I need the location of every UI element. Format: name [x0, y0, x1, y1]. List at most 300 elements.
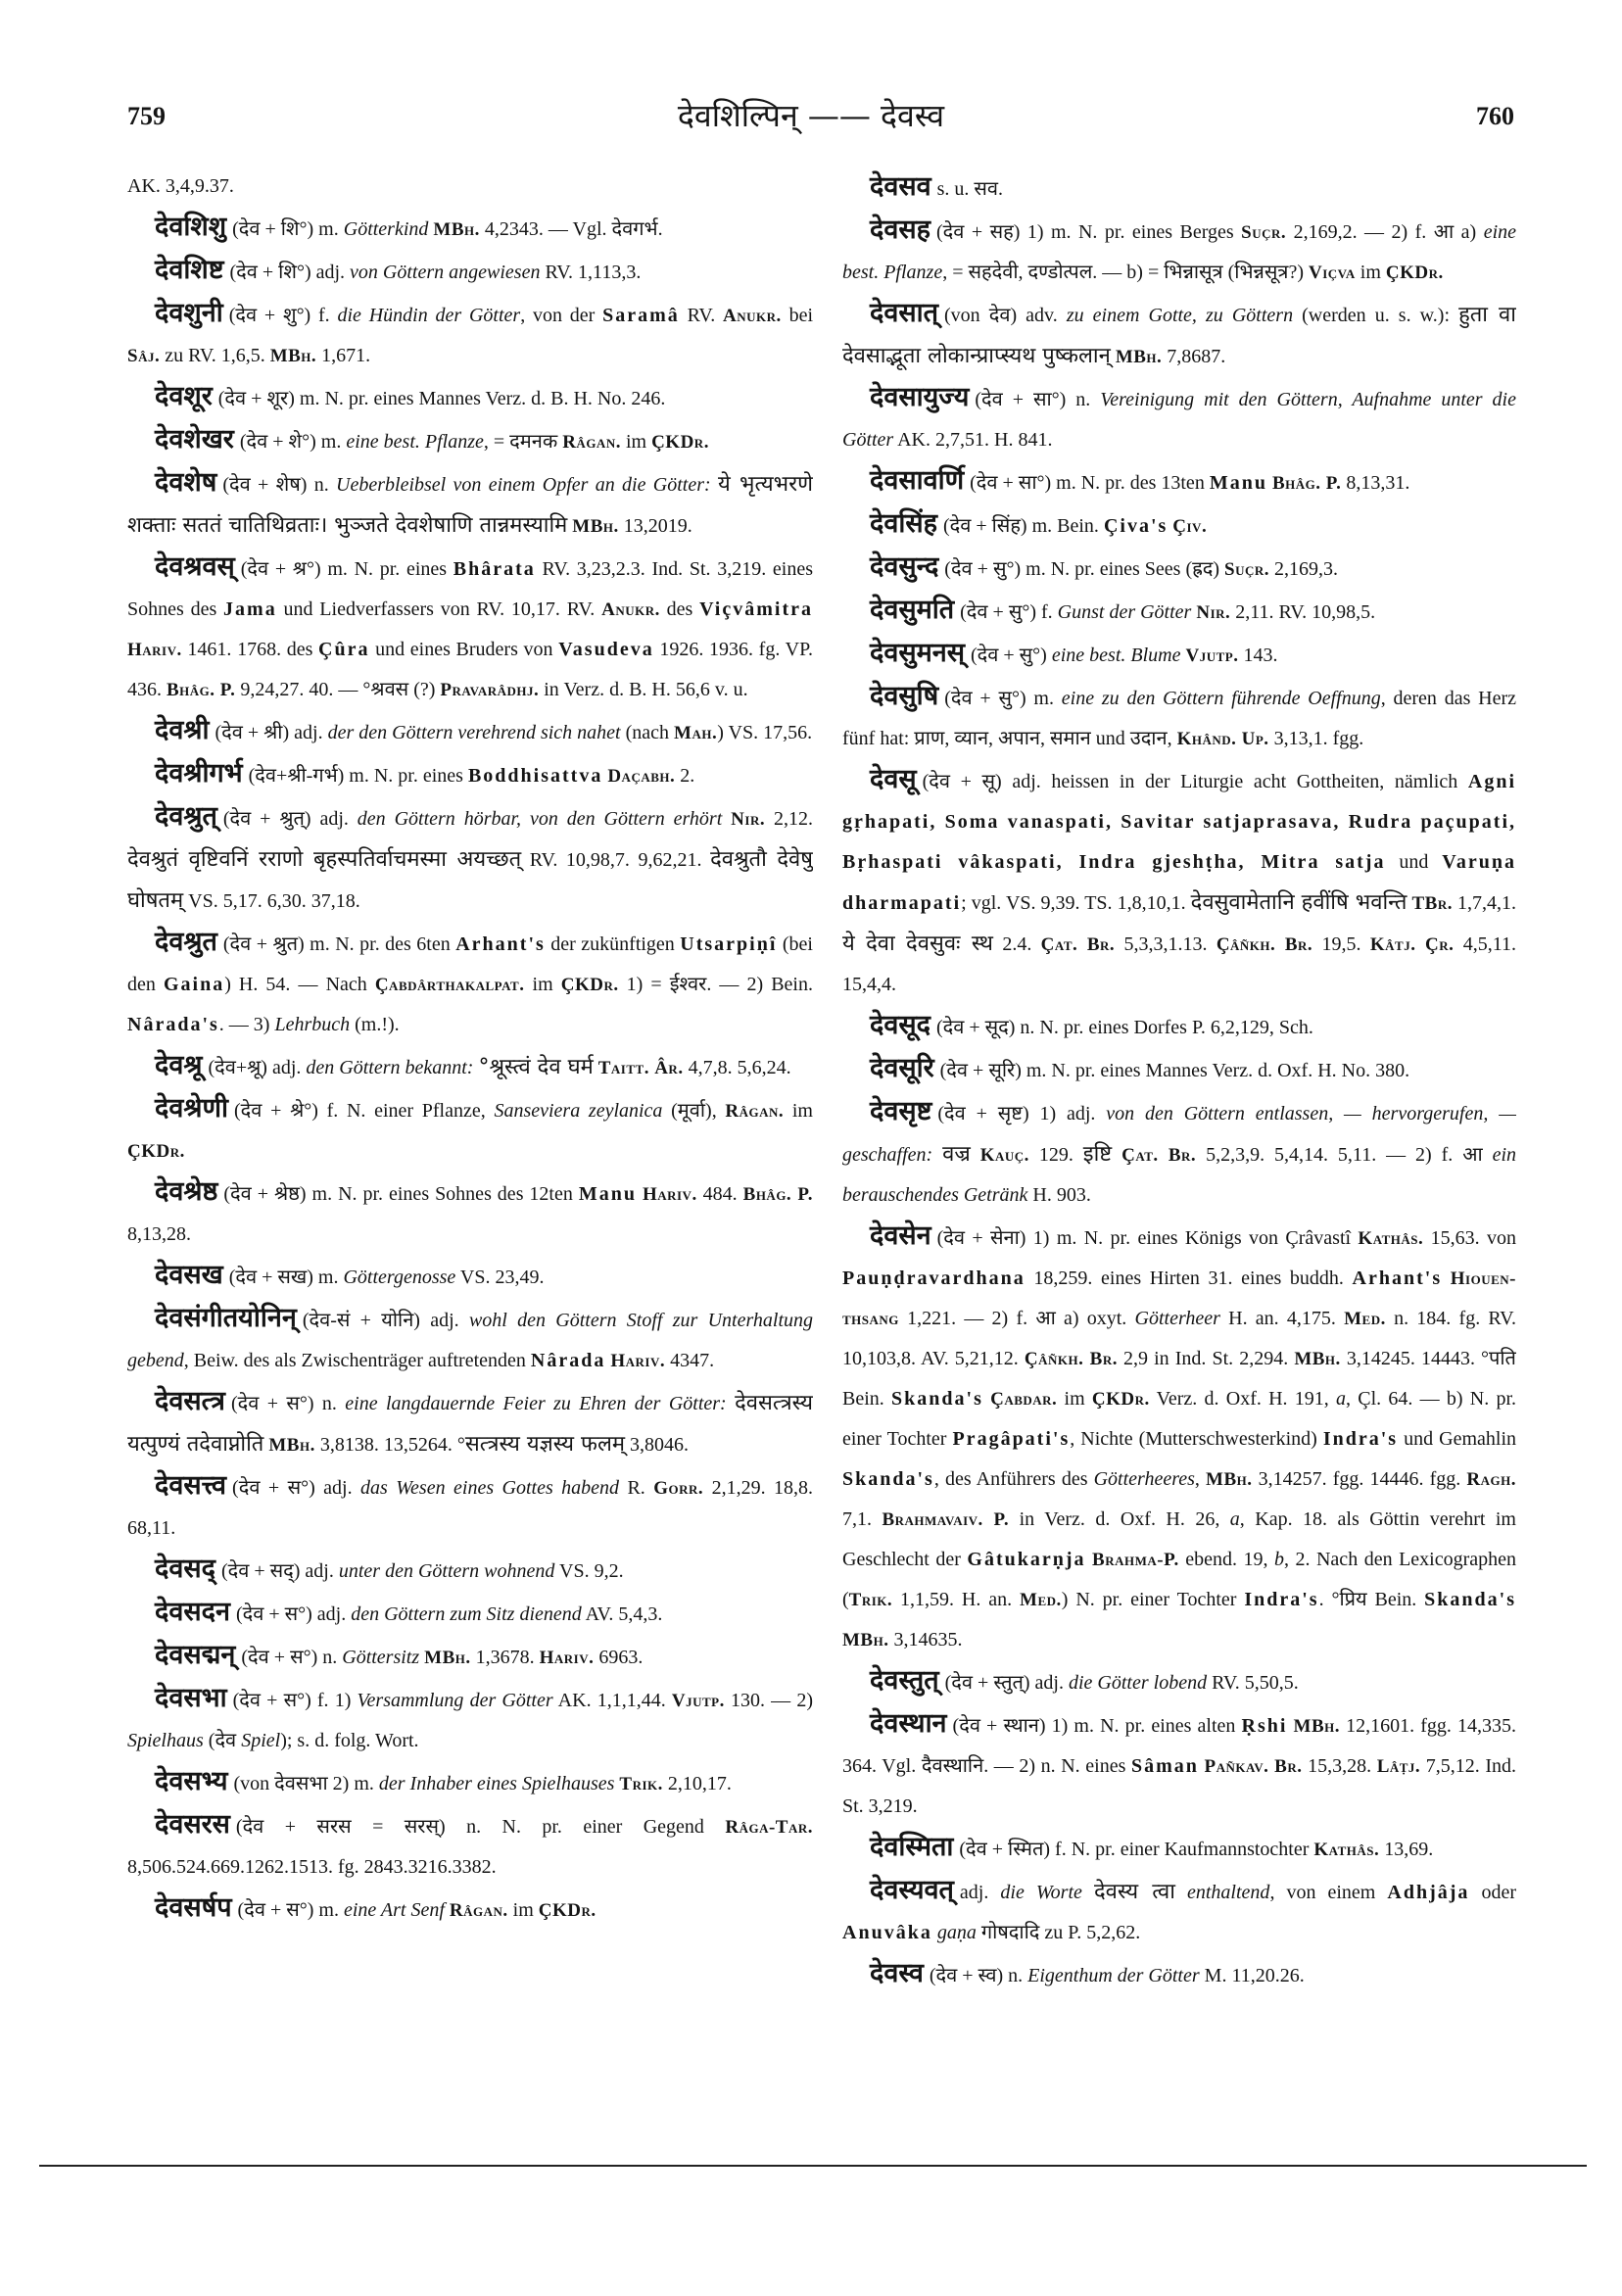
dictionary-entry [842, 167, 1516, 210]
gloss-italic: Gunst der Götter [1057, 601, 1192, 623]
text: , 2. Nach den Lexicographen ( [842, 1549, 1516, 1610]
reference-abbr: MBh. [1294, 1349, 1341, 1369]
dictionary-entry [842, 1703, 1516, 1827]
headword: देवसुमनस् [870, 638, 965, 668]
gloss-italic: von den Göttern entlassen, — hervorgerufen, — geschaffen: [842, 1103, 1516, 1166]
text: (देव + सृष्ट) 1) adj. [937, 1103, 1107, 1124]
text: . — 3) [218, 1014, 275, 1035]
dictionary-entry [127, 922, 813, 1045]
text: RV. 1,113,3. [545, 262, 642, 283]
gloss-italic: gaṇa [936, 1922, 977, 1943]
dictionary-entry [127, 1298, 813, 1381]
text: (देव + शूर) m. N. pr. eines Mannes Verz. d. B. H. No. 246. [217, 388, 666, 409]
text: und [1385, 851, 1443, 873]
devanagari-text: हुता वा देवसाद्भूता लोकान्प्राप्स्यथ पुष्कलान् [842, 303, 1516, 368]
text: 3,8046. [625, 1434, 690, 1456]
gloss-italic: Göttergenosse [343, 1267, 456, 1288]
dictionary-entry [127, 1804, 813, 1888]
text: oder [1469, 1882, 1516, 1903]
text: , Beiw. des als Zwischenträger auftretenden [183, 1350, 531, 1371]
text: 2,1,29. 18,8. 68,11. [127, 1477, 813, 1539]
headword: देवशुनी [155, 298, 223, 328]
headword: देवश्रुत् [155, 801, 217, 832]
text: 3,14635. [888, 1629, 963, 1650]
text: ) VS. 17,56. [717, 722, 813, 743]
reference-abbr: Med. [1020, 1590, 1062, 1610]
text: VS. 5,17. 6,30. 37,18. [183, 890, 360, 912]
dictionary-entry [127, 419, 813, 462]
column-left [127, 167, 813, 2157]
dictionary-entry [127, 167, 813, 207]
spaced-name: Skanda's [842, 1468, 934, 1490]
dictionary-entry [127, 1549, 813, 1592]
text: AK. 2,7,51. H. 841. [893, 429, 1053, 451]
gloss-italic: Lehrbuch [274, 1014, 351, 1035]
text: s. u. सव. [936, 178, 1004, 200]
text: 15,3,28. [1302, 1755, 1377, 1777]
text: 4,7,8. 5,6,24. [683, 1057, 791, 1078]
headword: देवस्व [870, 1958, 924, 1988]
dictionary-entry [127, 376, 813, 419]
dictionary-entry [127, 1635, 813, 1678]
text: ) H. 54. — Nach [224, 974, 375, 995]
headword: देवसायुज्य [870, 382, 970, 412]
reference-abbr: Kauç. [979, 1145, 1029, 1166]
dictionary-entry [127, 1465, 813, 1549]
devanagari-text: देवश्रुतं वृष्टिवनिं रराणो बृहस्पतिर्वाचमस्मा अयच्छत् [127, 847, 522, 872]
dictionary-entry [127, 1888, 813, 1931]
dictionary-entry [127, 1172, 813, 1255]
text: 1461. 1768. des [181, 639, 319, 660]
headword: देवसात् [870, 298, 938, 328]
reference-abbr: ÇKDr. [1385, 263, 1444, 283]
text: , = सहदेवी, दण्डोत्पल. — b) = भिन्नासूत्र (भिन्नसूत्र?) [942, 262, 1309, 283]
reference-abbr: Râgan. [725, 1101, 785, 1122]
gloss-italic: der Inhaber eines Spielhauses [378, 1773, 615, 1794]
text: , = दमनक [483, 431, 563, 453]
devanagari-text: देवसत्त्रस्य यत्पुण्यं तदेवाप्नोति [127, 1391, 813, 1457]
text: (देव + श्रुत) m. N. pr. des 6ten [222, 933, 456, 955]
gloss-italic: eine best. Pflanze [346, 431, 484, 453]
reference-abbr: Anukr. [601, 599, 660, 620]
text: . °प्रिय Bein. [1318, 1589, 1425, 1610]
gloss-italic: das Wesen eines Gottes habend [360, 1477, 620, 1499]
text: (देव+श्रू) adj. [208, 1057, 307, 1078]
gloss-italic: Spiel [241, 1730, 281, 1751]
text: VS. 9,2. [554, 1560, 624, 1582]
text: (देव [203, 1730, 242, 1751]
reference-abbr: TBr. [1411, 893, 1453, 914]
text: , Çl. 64. — b) N. pr. einer Tochter [842, 1388, 1516, 1450]
text [971, 1144, 980, 1166]
text: 13,2019. [618, 515, 692, 537]
headword: देवसावर्णि [870, 465, 965, 496]
gloss-italic: Vereinigung mit den Göttern, Aufnahme unter die Götter [842, 389, 1516, 451]
text: 3,8138. 13,5264. ° [314, 1434, 465, 1456]
text: (देव + स°) n. [230, 1393, 346, 1414]
text: (देव + स°) f. 1) [232, 1690, 358, 1711]
reference-abbr: Bhâg. P. [742, 1184, 813, 1205]
reference-abbr: Anukr. [723, 306, 782, 326]
dictionary-entry [842, 759, 1516, 1005]
text: (देव + सा°) m. N. pr. des 13ten [970, 472, 1210, 494]
headword: देवसद्मन् [155, 1640, 236, 1670]
dictionary-entry [127, 1045, 813, 1088]
text: VS. 23,49. [455, 1267, 545, 1288]
text: (von देवसभा 2) m. [233, 1773, 379, 1794]
text: (देव + श्रेष्ठ) m. N. pr. eines Sohnes des 12ten [223, 1183, 579, 1205]
spaced-name: Boddhisattva [467, 765, 603, 787]
spaced-name: Nârada's [127, 1014, 219, 1035]
text: 2,9 in Ind. St. 2,294. [1117, 1348, 1295, 1369]
text: n. 184. fg. RV. 10,103,8. AV. 5,21,12. [842, 1308, 1516, 1369]
spaced-name: Adhjâja [1387, 1882, 1470, 1903]
text: (देव + सू) adj. heissen in der Liturgie acht Gottheiten, nämlich [922, 771, 1468, 792]
text: (देव+श्री-गर्भ) m. N. pr. eines [248, 765, 468, 787]
text: 2.4. [993, 933, 1041, 955]
text: adj. [959, 1882, 1001, 1903]
text: RV. 5,50,5. [1207, 1672, 1299, 1694]
gloss-italic: enthaltend [1187, 1882, 1270, 1903]
spaced-name: Viçvâmitra [699, 598, 813, 620]
reference-abbr: Çat. Br. [1040, 934, 1116, 955]
reference-abbr: Kâtj. Çr. [1369, 934, 1455, 955]
spaced-name: Manu [1209, 472, 1267, 494]
text: (देव + श्री) adj. [215, 722, 328, 743]
spaced-name: Nârada [530, 1350, 606, 1371]
headword: देवसह [870, 215, 930, 245]
text: (देव + स्तुत्) adj. [944, 1672, 1069, 1694]
headword: देवसर्षप [155, 1892, 232, 1923]
text: ebend. 19, [1178, 1549, 1274, 1570]
reference-abbr: Brahmavaiv. P. [882, 1509, 1010, 1530]
text: (मूर्वा), [662, 1100, 726, 1122]
reference-abbr: ÇKDr. [127, 1141, 185, 1162]
text: 7,1. [842, 1508, 883, 1530]
text: 3,14257. fgg. 14446. fgg. [1252, 1468, 1467, 1490]
text: (werden u. s. w.): [1293, 305, 1459, 326]
spaced-name: Gâtukarṇja [967, 1549, 1086, 1570]
gloss-italic: den Göttern bekannt: [306, 1057, 479, 1078]
text: (bei den [127, 933, 813, 995]
reference-abbr: Râgan. [562, 432, 621, 453]
headword: देवसभा [155, 1683, 227, 1713]
reference-abbr: Vjutp. [1185, 646, 1239, 666]
reference-abbr: MBh. [269, 346, 317, 366]
reference-abbr: Trik. [619, 1774, 663, 1794]
text: 7,8687. [1162, 346, 1226, 367]
dictionary-entry [842, 1048, 1516, 1091]
text: AK. 3,4,9.37. [127, 175, 234, 197]
dictionary-entry [842, 1005, 1516, 1048]
spaced-name: Çiva's [1103, 515, 1169, 537]
headword: देवसभ्य [155, 1766, 228, 1796]
headword: देवशिशु [155, 212, 227, 242]
text: (देव + स°) n. [241, 1647, 343, 1668]
spaced-name: Manu [578, 1183, 637, 1205]
dictionary-entry [842, 676, 1516, 759]
text: , Kap. 18. als Göttin verehrt im Geschlecht der [842, 1508, 1516, 1570]
dictionary-entry [127, 293, 813, 376]
text: 1) = ईश्वर. — 2) Bein. [618, 974, 813, 995]
dictionary-entry [127, 1088, 813, 1172]
text: AK. 1,1,1,44. [552, 1690, 672, 1711]
text: (देव + सेना) 1) m. N. pr. eines Königs von Çrâvastî [936, 1227, 1359, 1249]
spaced-name: Pragâpati's [952, 1428, 1071, 1450]
gloss-italic: Spielhaus [127, 1730, 204, 1751]
gloss-italic: unter den Göttern wohnend [338, 1560, 555, 1582]
dictionary-entry [842, 547, 1516, 590]
text: 19,5. [1312, 933, 1370, 955]
column-right [842, 167, 1516, 2157]
text: 1,221. — 2) f. आ a) oxyt. [898, 1308, 1135, 1329]
devanagari-text: ये भृत्यभरणे शक्ताः सततं चातिथिव्रताः। भुञ्जते देवशेषाणि तान्नमस्यामि [127, 472, 813, 538]
text [1442, 1268, 1451, 1289]
text: (देव + स्व) n. [929, 1965, 1028, 1986]
spaced-name: Arhant's [455, 933, 546, 955]
reference-abbr: Bhâg. P. [1271, 473, 1342, 494]
headword: देवश्रेष्ठ [155, 1176, 218, 1207]
spaced-name: Indra's [1322, 1428, 1399, 1450]
text: (देव + स्थान) 1) m. N. pr. eines alten [952, 1715, 1242, 1737]
headword: देवसत्त्र [155, 1386, 225, 1416]
reference-abbr: Med. [1344, 1309, 1386, 1329]
text: im [620, 431, 652, 453]
text: Verz. d. Oxf. H. 191, [1149, 1388, 1337, 1410]
dictionary-entry [842, 293, 1516, 377]
text: R. [619, 1477, 654, 1499]
reference-abbr: Çâñkh. Br. [1216, 934, 1313, 955]
text: und Liedverfassers von RV. 10,17. RV. [276, 598, 602, 620]
text: 4347. [665, 1350, 715, 1371]
gloss-italic: den Göttern zum Sitz dienend [351, 1603, 582, 1625]
page-number-left: 759 [127, 102, 166, 130]
text: (nach [620, 722, 675, 743]
dictionary-entry [127, 753, 813, 796]
reference-abbr: MBh. [433, 219, 480, 240]
text: H. an. 4,175. [1219, 1308, 1345, 1329]
spaced-name: Skanda's [891, 1388, 983, 1410]
text: 8,506.524.669.1262.1513. fg. 2843.3216.3382. [127, 1856, 497, 1878]
spaced-name: Arhant's [1352, 1268, 1443, 1289]
reference-abbr: MBh. [268, 1435, 315, 1456]
reference-abbr: ÇKDr. [651, 432, 709, 453]
reference-abbr: Pravarâdhj. [440, 680, 540, 700]
text: im [784, 1100, 813, 1122]
text: 2,12. [765, 808, 813, 830]
text: 2,11. RV. 10,98,5. [1230, 601, 1376, 623]
footer-rule [39, 2165, 1587, 2167]
text: (देव + स°) adj. [232, 1477, 361, 1499]
text: 4,5,11. 15,4,4. [842, 933, 1516, 995]
devanagari-text: इष्टि [1082, 1142, 1113, 1167]
reference-abbr: Râga-Tar. [725, 1817, 813, 1838]
gloss-italic: Götterkind [343, 218, 434, 240]
headword: देवश्रीगर्भ [155, 758, 243, 789]
text: (देव + शि°) adj. [229, 262, 351, 283]
text: AV. 5,4,3. [581, 1603, 663, 1625]
dictionary-entry [127, 462, 813, 547]
spaced-name: Varuṇa dharmapati [842, 851, 1516, 914]
reference-abbr: Brahma-P. [1092, 1550, 1179, 1570]
text: in Verz. d. B. H. 56,6 v. u. [539, 679, 748, 700]
dictionary-entry [842, 590, 1516, 633]
text: und Gemahlin [1398, 1428, 1516, 1450]
text: zu RV. 1,6,5. [160, 345, 270, 366]
reference-abbr: ÇKDr. [560, 975, 619, 995]
gloss-italic: eine Art Senf [343, 1899, 445, 1921]
headword: देवस्थान [870, 1708, 947, 1739]
gloss-italic: von Göttern angewiesen [350, 262, 546, 283]
headword: देवसिंह [870, 508, 937, 539]
reference-abbr: Çiv. [1172, 516, 1208, 537]
text: 1,671. [316, 345, 371, 366]
text: (देव + स°) adj. [235, 1603, 352, 1625]
text: 8,13,28. [127, 1223, 191, 1245]
reference-abbr: MBh. [1115, 347, 1163, 367]
headword: देवस्तुत् [870, 1665, 939, 1696]
spaced-name: Utsarpiṇî [680, 933, 778, 955]
text: 484. [696, 1183, 743, 1205]
reference-abbr: Viçva [1309, 263, 1356, 283]
text: 6963. [594, 1647, 644, 1668]
headword: देवसख [155, 1260, 223, 1290]
text: (देव + सद्) adj. [220, 1560, 339, 1582]
text: 2,169,3. [1269, 558, 1338, 580]
gloss-italic: eine best. Blume [1051, 645, 1181, 666]
reference-abbr: Hariv. [539, 1648, 595, 1668]
dictionary-entry [842, 1827, 1516, 1870]
text: 1,3678. [470, 1647, 540, 1668]
dictionary-entry [842, 460, 1516, 503]
dictionary-entry [842, 1091, 1516, 1216]
text: , des Anführers des [933, 1468, 1094, 1490]
devanagari-text: देवश्रुतौ देवेषु घोषतम् [127, 847, 813, 913]
text: (देव + सख) m. [228, 1267, 344, 1288]
devanagari-text: वज्र [942, 1142, 971, 1167]
reference-abbr: MBh. [1293, 1716, 1340, 1737]
headword: देवश्रुत [155, 927, 217, 957]
dictionary-entry [842, 1870, 1516, 1953]
text: (m.!). [350, 1014, 400, 1035]
text: (देव + सा°) n. [975, 389, 1101, 410]
headword: देवसुन्द [870, 551, 939, 582]
headword: देवशूर [155, 381, 213, 411]
text: (von देव) adv. [943, 305, 1067, 326]
gloss-italic: ein berauschendes Getränk [842, 1144, 1516, 1206]
dictionary-entry [842, 1216, 1516, 1660]
text: im [507, 1899, 539, 1921]
gloss-italic: Eigenthum der Götter [1027, 1965, 1200, 1986]
spaced-name: Ṛshi [1241, 1715, 1288, 1737]
headword: देवसूरि [870, 1053, 934, 1083]
text: der zukünftigen [545, 933, 681, 955]
text: 13,69. [1379, 1839, 1434, 1860]
headword: देवसरस [155, 1809, 230, 1840]
gloss-italic: a [1336, 1388, 1347, 1410]
text: 4,2343. — Vgl. देवगर्भ. [479, 218, 663, 240]
reference-abbr: Taitt. Âr. [597, 1058, 684, 1078]
text: 1,7,4,1. [1452, 892, 1516, 914]
dictionary-entry [842, 503, 1516, 547]
text: (देव + स°) m. [237, 1899, 344, 1921]
reference-abbr: Suçr. [1241, 222, 1287, 243]
reference-abbr: MBh. [1206, 1469, 1253, 1490]
reference-abbr: Trik. [848, 1590, 893, 1610]
text: 129. [1028, 1144, 1083, 1166]
dictionary-entry [127, 207, 813, 250]
headword: देवसृष्ट [870, 1096, 932, 1126]
reference-abbr: Mah. [674, 723, 718, 743]
gloss-italic: a [1229, 1508, 1240, 1530]
text: (देव + शेष) n. [222, 474, 337, 496]
spaced-name: Gaina [163, 974, 225, 995]
text: ); s. d. folg. Wort. [280, 1730, 419, 1751]
text: 5,2,3,9. 5,4,14. 5,11. — 2) f. आ [1196, 1144, 1493, 1166]
text: (देव + शु°) f. [228, 305, 338, 326]
text: , Nichte (Mutterschwesterkind) [1070, 1428, 1323, 1450]
gloss-italic: zu einem Gotte, zu Göttern [1066, 305, 1294, 326]
text: (देव + सूद) n. N. pr. eines Dorfes P. 6,2,129, Sch. [935, 1017, 1313, 1038]
headword: देवसंगीतयोनिन् [155, 1303, 297, 1333]
text: 1926. 1936. fg. VP. 436. [127, 639, 813, 700]
text: (देव + सरस = सरस्) n. N. pr. einer Gegend [235, 1816, 726, 1838]
text: (देव + सिंह) m. Bein. [942, 515, 1104, 537]
text: RV. 3,23,2.3. Ind. St. 3,219. eines Sohnes des [127, 558, 813, 620]
dictionary-entry [127, 1678, 813, 1761]
reference-abbr: Suçr. [1224, 559, 1269, 580]
gloss-italic: Götterheer [1134, 1308, 1220, 1329]
reference-abbr: MBh. [572, 516, 619, 537]
text: 9,24,27. 40. — °श्रवस (?) [235, 679, 441, 700]
headword: देवश्री [155, 715, 210, 745]
text: गोषदादि zu P. 5,2,62. [976, 1922, 1141, 1943]
text: 12,1601. fgg. 14,335. 364. Vgl. दैवस्थानि. — 2) n. N. eines [842, 1715, 1516, 1777]
text: 143. [1238, 645, 1278, 666]
gloss-italic: die Götter lobend [1069, 1672, 1208, 1694]
headword: देवस्यवत् [870, 1875, 954, 1905]
text: 3,14245. 14443. °पति Bein. [842, 1348, 1516, 1410]
text: 7,5,12. Ind. St. 3,219. [842, 1755, 1516, 1817]
text: 18,259. eines Hirten 31. eines buddh. [1025, 1268, 1353, 1289]
text [1175, 1882, 1187, 1903]
gloss-italic: eine best. Pflanze [842, 221, 1516, 283]
dictionary-entry [842, 1660, 1516, 1703]
spaced-name: Agni gṛhapati, Soma vanaspati, Savitar satjaprasava, Rudra paçupati, Bṛhaspati vâkaspati, Indra gjeshṭha, Mitra satja [842, 771, 1516, 873]
headword: देवसेन [870, 1220, 931, 1251]
dictionary-entry [127, 547, 813, 710]
headword: देवसव [870, 171, 931, 202]
reference-abbr: Nir. [1196, 602, 1231, 623]
headword: देवशिष्ट [155, 255, 224, 285]
gloss-italic: die Worte [1000, 1882, 1094, 1903]
text: 2,169,2. — 2) f. आ a) [1286, 221, 1484, 243]
reference-abbr: Kathâs. [1358, 1228, 1424, 1249]
text: 5,3,3,1.13. [1115, 933, 1216, 955]
text: (देव + श्रे°) f. N. einer Pflanze, [233, 1100, 495, 1122]
text: (देव + सु°) [970, 645, 1052, 666]
spaced-name: Vasudeva [558, 639, 654, 660]
text: (देव-सं + योनि) adj. [302, 1310, 469, 1331]
text: , [1194, 1468, 1207, 1490]
reference-abbr: Khând. Up. [1176, 729, 1269, 749]
spaced-name: Pauṇḍravardhana [842, 1268, 1026, 1289]
spaced-name: Sâman [1130, 1755, 1199, 1777]
headword: देवसदन [155, 1597, 230, 1627]
spaced-name: Indra's [1244, 1589, 1319, 1610]
dictionary-entry [127, 250, 813, 293]
text: RV. [679, 305, 724, 326]
